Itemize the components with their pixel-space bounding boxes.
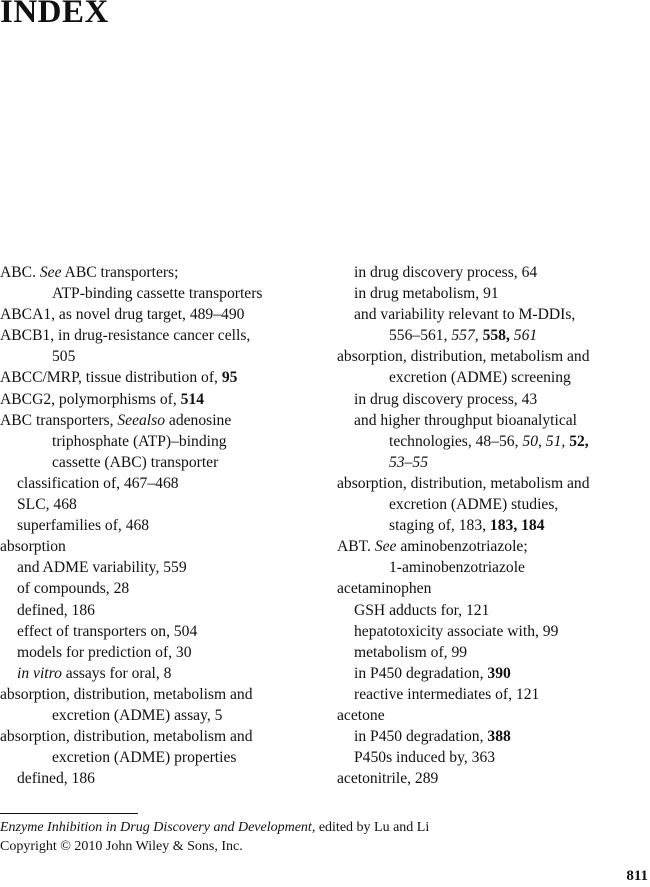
index-entry-text: 95 (221, 369, 238, 387)
index-column-right (337, 262, 650, 789)
index-entry (337, 663, 650, 684)
index-entry-text: ABC. (0, 264, 40, 281)
index-entry-text: metabolism of, 99 (354, 643, 468, 661)
index-entry-text: 561 (513, 327, 538, 345)
index-entry (0, 431, 320, 452)
index-entry (337, 768, 650, 789)
copyright-footer (0, 818, 429, 856)
index-entry (0, 663, 320, 684)
index-entry-text: absorption, distribution, metabolism and (337, 348, 590, 366)
index-entry-text: superfamilies of, 468 (17, 517, 150, 535)
index-entry (0, 747, 320, 768)
index-entry-text: assays for oral, 8 (61, 664, 172, 682)
index-entry-text: 505 (52, 348, 76, 366)
index-entry-text: GSH adducts for, 121 (354, 601, 490, 619)
index-entry-text: ABC transporters; (61, 264, 179, 281)
index-entry-text: ABCC/MRP, tissue distribution of, (0, 369, 222, 387)
index-entry-text: acetonitrile, 289 (337, 770, 439, 788)
index-entry-text: acetone (337, 706, 385, 724)
index-entry (337, 367, 650, 388)
book-title: Enzyme Inhibition in Drug Discovery and Development, (0, 820, 316, 835)
index-entry-text: absorption, distribution, metabolism and (337, 474, 590, 492)
index-entry-text: 52, (569, 432, 589, 450)
index-entry (337, 325, 650, 346)
index-entry (337, 621, 650, 642)
copyright-line: Copyright © 2010 John Wiley & Sons, Inc. (0, 839, 243, 854)
index-entry (0, 557, 320, 578)
index-entry-text: triphosphate (ATP)–binding (52, 432, 227, 450)
index-column-left (0, 262, 320, 789)
index-entry (0, 473, 320, 494)
index-entry-text: technologies, 48–56, (389, 432, 523, 450)
index-entry (0, 262, 320, 283)
index-entry-text: excretion (ADME) screening (389, 369, 571, 387)
index-entry (0, 410, 320, 431)
index-entry (337, 515, 650, 536)
index-entry (337, 726, 650, 747)
index-entry-text: excretion (ADME) assay, 5 (52, 706, 223, 724)
index-entry (0, 515, 320, 536)
index-entry (337, 705, 650, 726)
index-entry-text: of compounds, 28 (17, 580, 130, 598)
page-number: 811 (626, 868, 648, 884)
index-entry (337, 389, 650, 410)
index-entry-text: 557, (451, 327, 479, 345)
index-entry-text: excretion (ADME) properties (52, 749, 237, 767)
index-entry (0, 452, 320, 473)
index-entry-text: excretion (ADME) studies, (389, 496, 559, 514)
index-entry-text: hepatotoxicity associate with, 99 (354, 622, 559, 640)
index-entry-text: 556–561, (389, 327, 452, 345)
footer-source-line (0, 818, 429, 837)
index-entry-text: SLC, 468 (17, 496, 77, 514)
index-entry (0, 389, 320, 410)
index-entry-text: models for prediction of, 30 (17, 643, 192, 661)
index-entry (0, 726, 320, 747)
index-entry-text: See (374, 538, 397, 556)
index-entry-text: cassette (ABC) transporter (52, 453, 219, 471)
index-entry-text: ABT. (337, 538, 375, 556)
index-entry-text: ABC transporters, (0, 411, 118, 429)
index-entry (0, 494, 320, 515)
index-entry (337, 346, 650, 367)
index-entry-text: defined, 186 (17, 601, 95, 619)
index-entry (337, 304, 650, 325)
index-entry-text: Seealso (117, 411, 166, 429)
index-entry-text: 1-aminobenzotriazole (389, 559, 525, 577)
index-entry (0, 325, 320, 346)
index-entry (337, 536, 650, 557)
index-entry-text: staging of, 183, (389, 517, 490, 535)
index-entry-text: absorption (0, 538, 66, 556)
footnote-rule (0, 813, 138, 814)
index-entry-text: 558, (482, 327, 510, 345)
index-entry-text: and variability relevant to M-DDIs, (354, 306, 576, 324)
index-entry-text: 514 (180, 390, 205, 408)
index-entry (0, 705, 320, 726)
index-entry-text: in P450 degradation, (354, 664, 488, 682)
index-entry (0, 578, 320, 599)
index-entry (0, 367, 320, 388)
index-entry (337, 642, 650, 663)
index-entry (337, 262, 650, 283)
book-editors: edited by Lu and Li (315, 820, 430, 835)
index-entry (337, 747, 650, 768)
index-entry (0, 642, 320, 663)
index-entry-text: acetaminophen (337, 580, 432, 598)
index-entry (0, 283, 320, 304)
index-entry (0, 346, 320, 367)
index-entry-text: absorption, distribution, metabolism and (0, 728, 253, 746)
index-entry (337, 600, 650, 621)
index-entry-text: in drug discovery process, 43 (354, 390, 538, 408)
index-entry (0, 768, 320, 789)
index-entry-text: 388 (487, 728, 511, 746)
index-entry (337, 452, 650, 473)
index-entry (337, 410, 650, 431)
index-entry (337, 473, 650, 494)
index-entry-text: effect of transporters on, 504 (17, 622, 198, 640)
index-entry-text: ABCB1, in drug-resistance cancer cells, (0, 327, 251, 345)
index-entry-text: P450s induced by, 363 (354, 749, 496, 767)
index-entry-text: in drug metabolism, 91 (354, 285, 499, 303)
index-entry (0, 684, 320, 705)
index-entry (337, 431, 650, 452)
index-entry-text: ABCG2, polymorphisms of, (0, 390, 181, 408)
index-entry-text: reactive intermediates of, 121 (354, 685, 540, 703)
index-entry-text: and ADME variability, 559 (17, 559, 187, 577)
index-entry-text: aminobenzotriazole; (396, 538, 528, 556)
index-entry-text: ATP-binding cassette transporters (52, 285, 263, 303)
index-entry-text: and higher throughput bioanalytical (354, 411, 578, 429)
index-entry-text: in drug discovery process, 64 (354, 264, 538, 281)
index-entry-text: 390 (487, 664, 511, 682)
index-entry (337, 684, 650, 705)
index-entry-text: defined, 186 (17, 770, 95, 788)
page-title: INDEX (0, 0, 109, 30)
index-entry (0, 304, 320, 325)
index-entry-text: ABCA1, as novel drug target, 489–490 (0, 306, 245, 324)
index-entry (0, 621, 320, 642)
index-entry-text: adenosine (165, 411, 232, 429)
index-entry-text: in P450 degradation, (354, 728, 488, 746)
index-entry (337, 494, 650, 515)
index-entry-text: classification of, 467–468 (17, 474, 179, 492)
index-entry (337, 283, 650, 304)
index-entry (0, 600, 320, 621)
index-entry-text: in vitro (17, 664, 62, 682)
index-entry (337, 578, 650, 599)
index-entry (337, 557, 650, 578)
index-entry-text: See (39, 264, 62, 281)
index-entry-text: 183, 184 (489, 517, 545, 535)
index-entry (0, 536, 320, 557)
index-entry-text: 53–55 (389, 453, 428, 471)
index-entry-text: 50, 51, (522, 432, 566, 450)
index-entry-text: absorption, distribution, metabolism and (0, 685, 253, 703)
